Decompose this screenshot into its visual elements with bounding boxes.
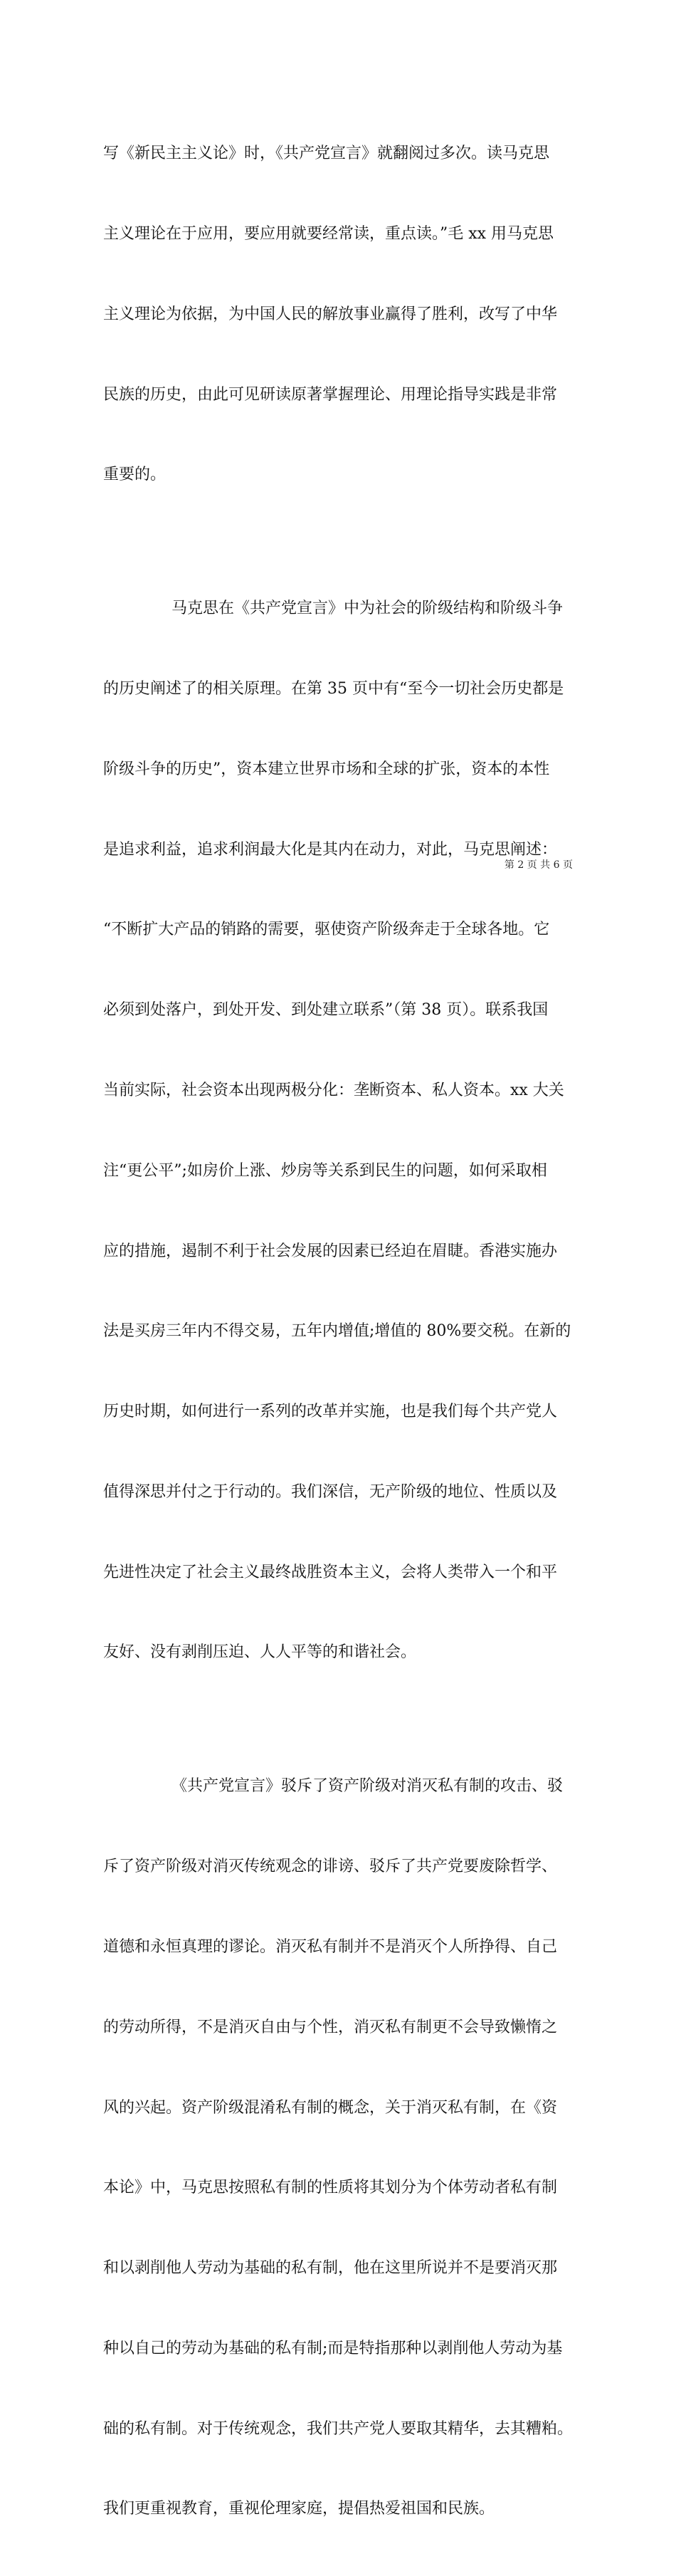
text-line: 主义理论为依据，为中国人民的解放事业赢得了胜利，改写了中华 [103, 305, 558, 323]
text-line: 民族的历史，由此可见研读原著掌握理论、用理论指导实践是非常 [103, 385, 558, 404]
text-line: 本论》中，马克思按照私有制的性质将其划分为个体劳动者私有制 [103, 2179, 558, 2197]
text-line: 主义理论在于应用，要应用就要经常读，重点读。”毛 xx 用马克思 [103, 224, 554, 243]
text-line: 阶级斗争的历史”，资本建立世界市场和全球的扩张，资本的本性 [103, 760, 550, 778]
page-number-footer: 第 2 页 共 6 页 [504, 859, 573, 871]
text-line: 斥了资产阶级对消灭传统观念的诽谤、驳斥了共产党要废除哲学、 [103, 1858, 558, 1876]
text-line: 应的措施，遏制不利于社会发展的因素已经迫在眉睫。香港实施办 [103, 1242, 558, 1260]
text-line: 注“更公平”;如房价上涨、炒房等关系到民生的问题，如何采取相 [103, 1161, 547, 1180]
text-line: 风的兴起。资产阶级混淆私有制的概念，关于消灭私有制，在《资 [103, 2098, 558, 2117]
text-line: 必须到处落户，到处开发、到处建立联系”（第 38 页）。联系我国 [103, 1001, 549, 1020]
document-body [103, 87, 576, 2576]
text-line: 友好、没有剥削压迫、人人平等的和谐社会。 [103, 1643, 417, 1662]
text-line: 马克思在《共产党宣言》中为社会的阶级结构和阶级斗争 [171, 600, 564, 618]
text-line: “不断扩大产品的销路的需要，驱使资产阶级奔走于全球各地。它 [103, 921, 550, 939]
text-line: 道德和永恒真理的谬论。消灭私有制并不是消灭个人所挣得、自己 [103, 1937, 558, 1956]
text-line: 础的私有制。对于传统观念，我们共产党人要取其精华，去其糟粕。 [103, 2419, 574, 2438]
text-line: 法是买房三年内不得交易，五年内增值;增值的 80%要交税。在新的 [103, 1322, 571, 1341]
text-line: 种以自己的劳动为基础的私有制;而是特指那种以剥削他人劳动为基 [103, 2339, 563, 2357]
text-line: 写《新民主主义论》时，《共产党宣言》就翻阅过多次。读马克思 [103, 145, 550, 163]
paragraph-2 [103, 542, 576, 1719]
text-line: 《共产党宣言》驳斥了资产阶级对消灭私有制的攻击、驳 [171, 1777, 564, 1796]
text-line: 值得深思并付之于行动的。我们深信，无产阶级的地位、性质以及 [103, 1482, 558, 1501]
text-line: 是追求利益，追求利润最大化是其内在动力，对此，马克思阐述： [103, 840, 558, 859]
text-line: 我们更重视教育，重视伦理家庭，提倡热爱祖国和民族。 [103, 2500, 495, 2518]
text-line: 的历史阐述了的相关原理。在第 35 页中有“至今一切社会历史都是 [103, 680, 564, 698]
paragraph-1 [103, 87, 576, 542]
text-line: 历史时期，如何进行一系列的改革并实施，也是我们每个共产党人 [103, 1403, 558, 1421]
text-line: 重要的。 [103, 466, 167, 484]
text-line: 当前实际，社会资本出现两极分化：垄断资本、私人资本。xx 大关 [103, 1081, 564, 1099]
text-line: 的劳动所得，不是消灭自由与个性，消灭私有制更不会导致懒惰之 [103, 2018, 558, 2036]
text-line: 和以剥削他人劳动为基础的私有制，他在这里所说并不是要消灭那 [103, 2259, 558, 2278]
paragraph-3 [103, 1719, 576, 2576]
text-line: 先进性决定了社会主义最终战胜资本主义，会将人类带入一个和平 [103, 1563, 558, 1581]
